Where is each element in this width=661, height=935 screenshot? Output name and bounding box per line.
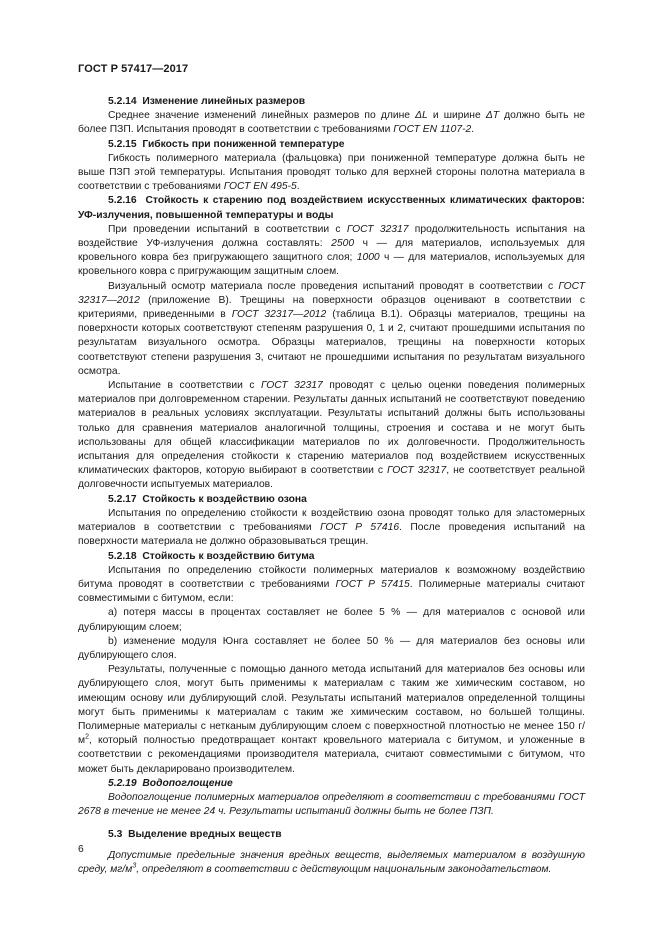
section-5-3-text: Допустимые предельные значения вредных веществ, выделяемых материалом в воздушную среду, $мг/м^3$, определяют в соответствии с действующим национальным законодательством. bbox=[78, 849, 585, 875]
section-5-2-16-text-1: При проведении испытаний в соответствии с ГОСТ 32317 продолжительность испытания на воздействие УФ-излучения должна составлять: 2500 ч — для материалов, используемых для кровельного ковра без пригружающего защитного слоя; 1000 ч — для материалов, используемых для кровельного ковра с пригружающим защитным слоем. bbox=[78, 223, 585, 278]
document-header: ГОСТ Р 57417—2017 bbox=[78, 63, 189, 75]
section-5-2-16-heading: 5.2.16 Стойкость к старению под воздействием искусственных климатических факторов: УФ-излучения, повышенной температуры и воды bbox=[78, 195, 585, 221]
section-5-2-18-item-a: a) потеря массы в процентах составляет не более 5 % — для материалов с основой или дублирующим слоем; bbox=[78, 607, 585, 633]
section-5-2-18-heading: 5.2.18 Стойкость к воздействию битума bbox=[108, 550, 315, 562]
section-5-2-17-heading: 5.2.17 Стойкость к воздействию озона bbox=[108, 493, 307, 505]
section-5-2-15-heading: 5.2.15 Гибкость при пониженной температуре bbox=[108, 138, 345, 150]
section-5-2-17-text: Испытания по определению стойкости к воздействию озона проводят только для эластомерных материалов в соответствии с требованиями ГОСТ Р 57416. После проведения испытаний на поверхности материала не должно образовываться трещин. bbox=[78, 507, 585, 548]
section-5-3-heading: 5.3 Выделение вредных веществ bbox=[108, 829, 282, 841]
section-5-2-18-text-1: Испытания по определению стойкости полимерных материалов к возможному воздействию битума проводят в соответствии с требованиями ГОСТ Р 57415. Полимерные материалы считают совместимыми с битумом, если: bbox=[78, 564, 586, 605]
section-gap bbox=[78, 819, 585, 828]
section-5-2-18-text-2: Результаты, полученные с помощью данного метода испытаний для материалов без основы или дублирующего слоя, могут быть применимы к материалам с таким же химическим составом, но имеющим основу или дублирующий слой. Результаты испытаний материалов определенной толщины могут быть применимы к материалам с таким же химическим составом, но большей толщины. Полимерные материалы с нетканым дублирующим слоем с поверхностной плотностью не менее 150 $г/м^2$, который полностью предотвращает контакт кровельного материала с битумом, и уложенные в соответствии с рекомендациями производителя материала, считают совместимыми с битумом, что может быть декларировано производителем. bbox=[78, 664, 585, 775]
section-5-2-18-item-b: b) изменение модуля Юнга составляет не более 50 % — для материалов без основы или дублирующего слоя. bbox=[78, 635, 585, 661]
document-body bbox=[78, 95, 585, 877]
section-5-2-19-text: Водопоглощение полимерных материалов определяют в соответствии с требованиями ГОСТ 2678 в течение не менее 24 ч. Результаты испытаний должны быть не более ПЗП. bbox=[78, 791, 585, 818]
section-5-2-19-heading: 5.2.19 Водопоглощение bbox=[108, 777, 233, 789]
section-5-2-14-heading: 5.2.14 Изменение линейных размеров bbox=[108, 96, 306, 107]
section-5-2-16-text-3: Испытание в соответствии с ГОСТ 32317 проводят с целью оценки поведения полимерных материалов при долговременном старении. Результаты данных испытаний не соответствуют поведению материалов в реальных условиях эксплуатации. Результаты испытаний должны быть использованы только для сравнения материалов аналогичной толщины, строения и состава и не могут быть использованы для общей классификации материалов по их долговечности. Продолжительность испытания для определения стойкости к старению материалов под воздействием искусственных климатических факторов, которую выбирают в соответствии с ГОСТ 32317, не соответствует реальной долговечности испытуемых материалов. bbox=[78, 380, 585, 491]
page-number: 6 bbox=[78, 844, 84, 855]
section-5-2-14-text: Среднее значение изменений линейных размеров по длине ΔL и ширине ΔT должно быть не более ПЗП. Испытания проводят в соответствии с требованиями ГОСТ EN 1107-2. bbox=[78, 110, 585, 136]
section-5-2-16-text-2: Визуальный осмотр материала после проведения испытаний проводят в соответствии с ГОСТ 32317—2012 (приложение В). Трещины на поверхности образцов оценивают в соответствии с критериями, приведенными в ГОСТ 32317—2012 (таблица В.1). Образцы материалов, трещины на поверхности которых соответствуют степеням разрушения 0, 1 и 2, считают прошедшими испытания по результатам визуального осмотра. Образцы материалов, трещины на поверхности которых соответствуют степени разрушения 3, считают не прошедшими испытания по результатам визуального осмотра. bbox=[78, 280, 585, 377]
section-5-2-15-text: Гибкость полимерного материала (фальцовка) при пониженной температуре должна быть не выше ПЗП этой температуры. Испытания проводят только для верхней стороны полотна материала в соответствии с требованиями ГОСТ EN 495-5. bbox=[78, 152, 585, 193]
